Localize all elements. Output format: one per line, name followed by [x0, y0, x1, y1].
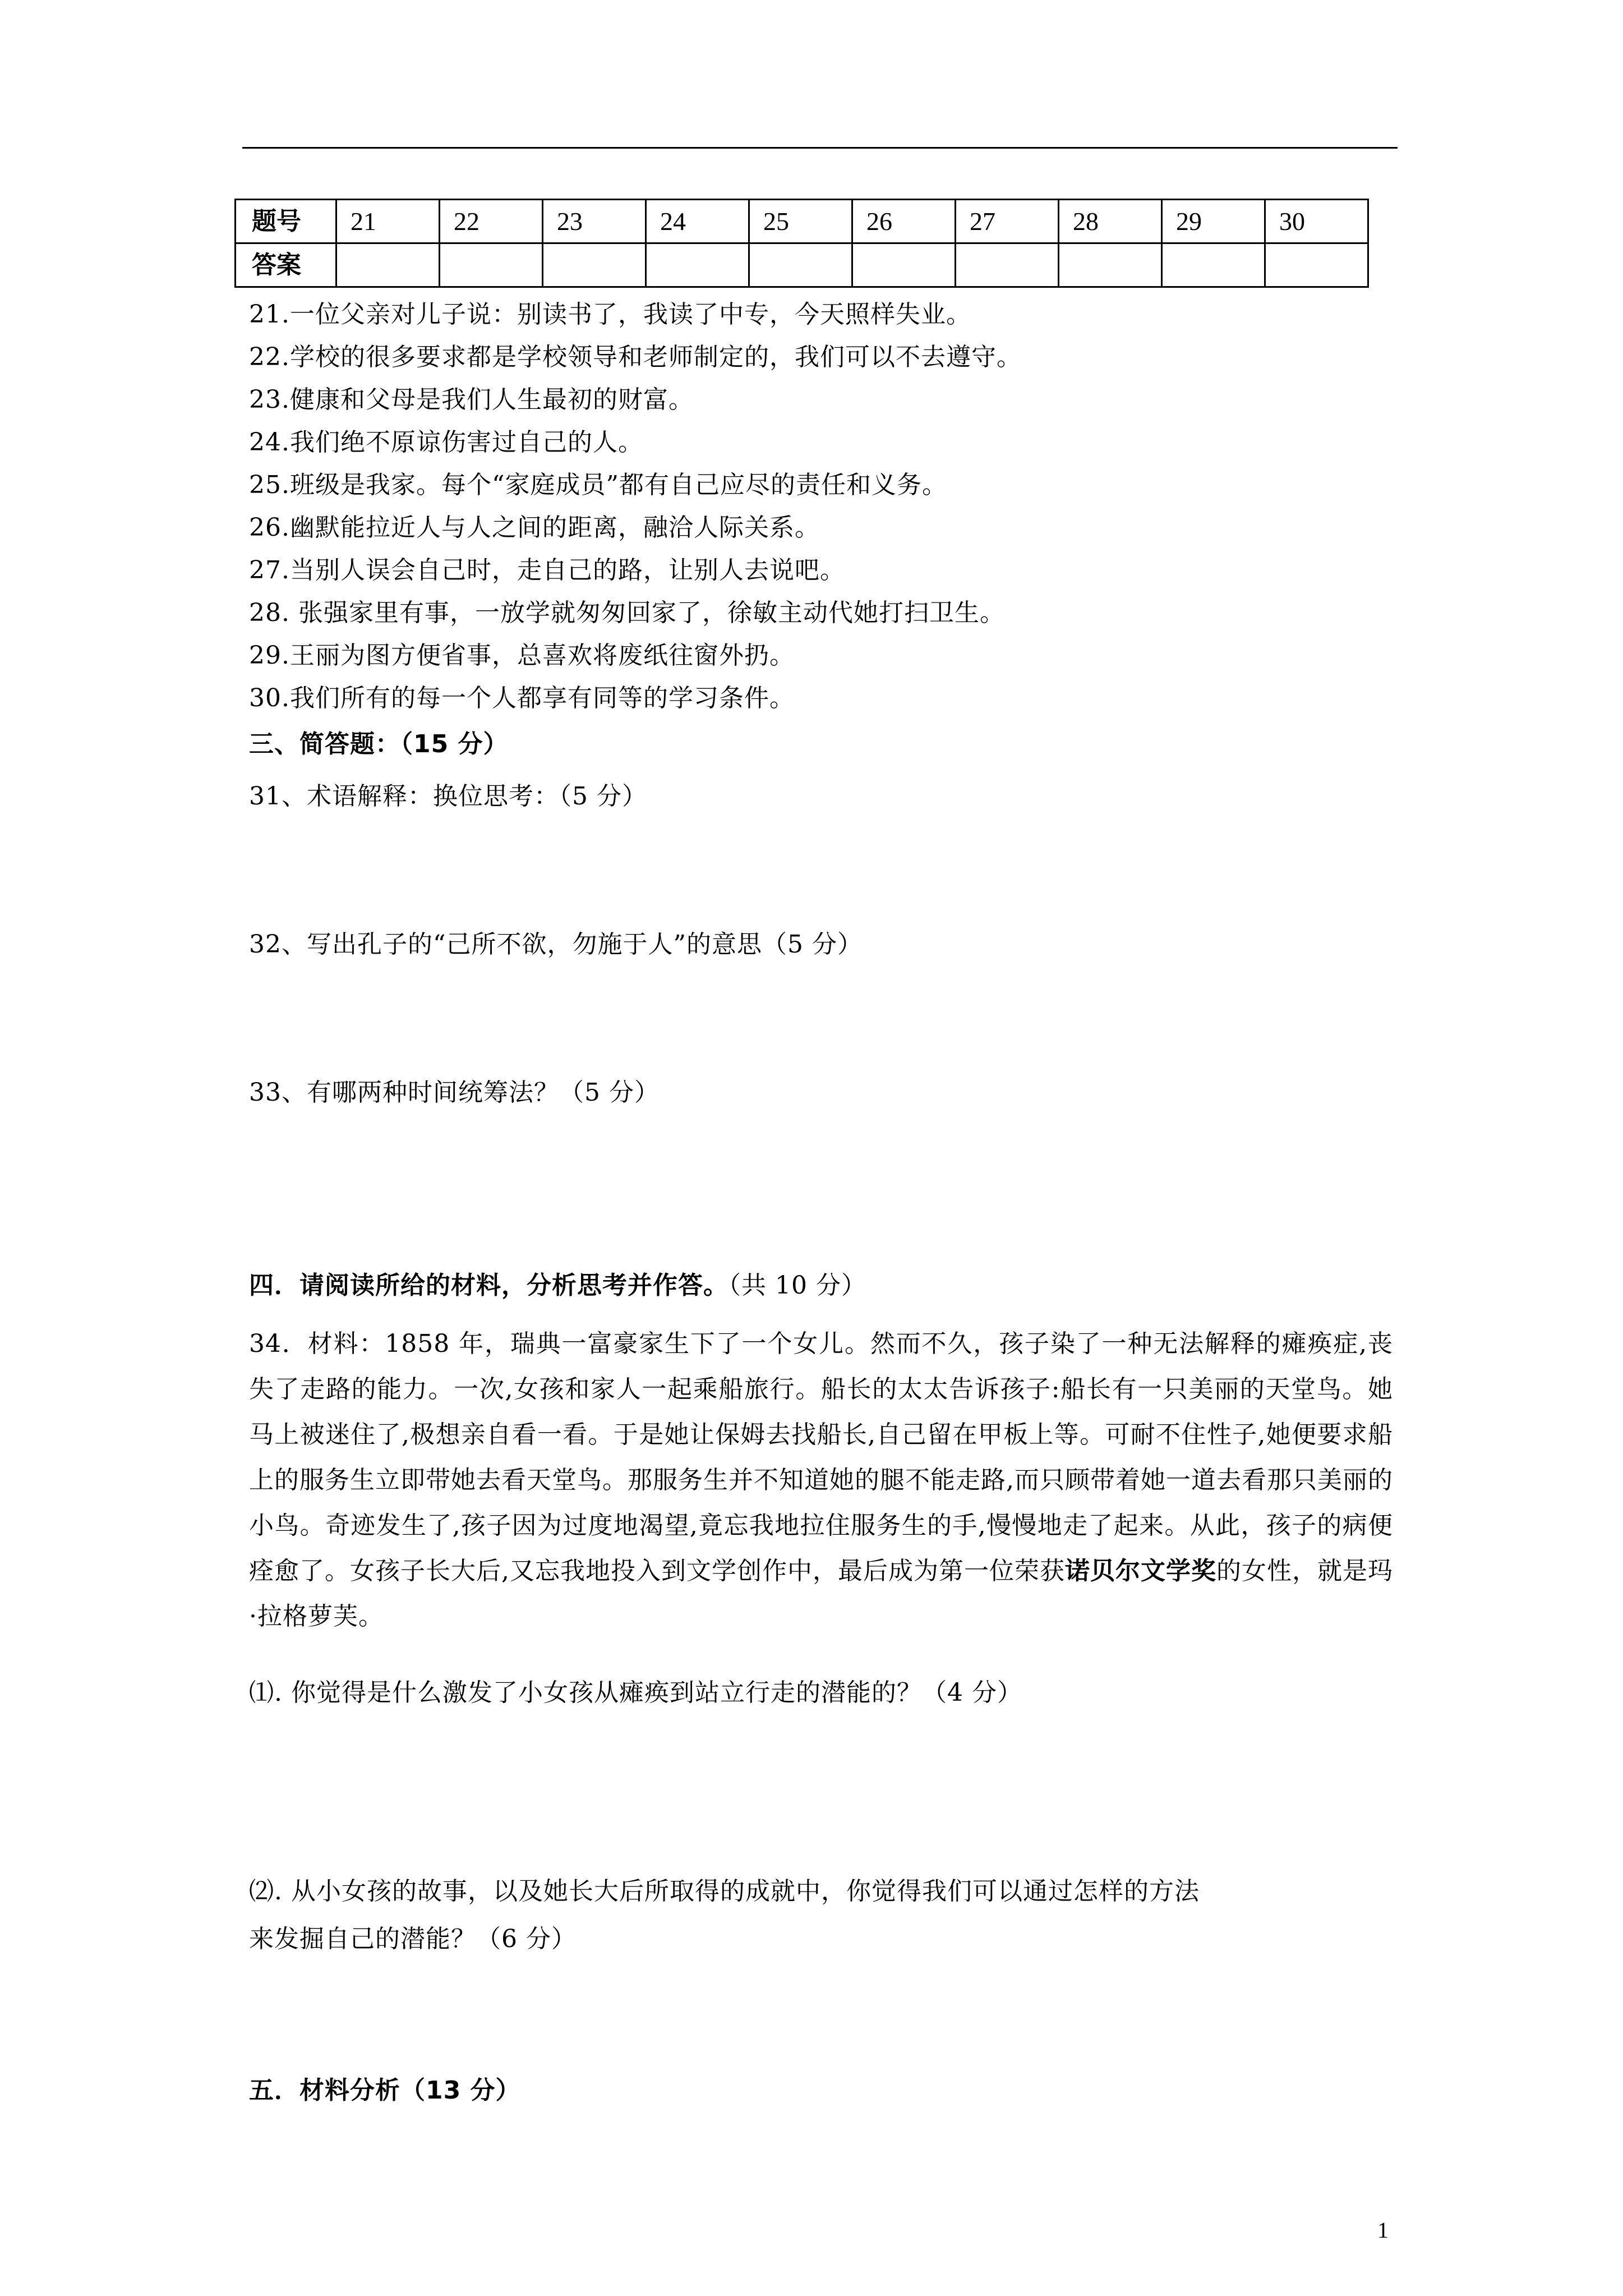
- statement-29: 29.王丽为图方便省事，总喜欢将废纸往窗外扔。: [249, 641, 795, 670]
- question-34-1: ⑴. 你觉得是什么激发了小女孩从瘫痪到站立行走的潜能的？（4 分）: [249, 1678, 1022, 1707]
- statement-28: 28. 张强家里有事，一放学就匆匆回家了，徐敏主动代她打扫卫生。: [249, 599, 1005, 627]
- question-number-cell: 29: [1162, 200, 1265, 243]
- answer-cell[interactable]: [956, 243, 1059, 287]
- question-number-cell: 30: [1265, 200, 1368, 243]
- answer-cell[interactable]: [1059, 243, 1162, 287]
- material-paragraph: [249, 1321, 1393, 1639]
- statement-26: 26.幽默能拉近人与人之间的距离，融洽人际关系。: [249, 513, 820, 542]
- statement-24: 24.我们绝不原谅伤害过自己的人。: [249, 428, 643, 457]
- statement-21: 21.一位父亲对儿子说：别读书了，我读了中专，今天照样失业。: [249, 300, 971, 329]
- answer-cell[interactable]: [1265, 243, 1368, 287]
- material-text-part2: 的女性，就是玛·拉格萝芙。: [249, 1557, 1394, 1631]
- question-34-2-line1: ⑵. 从小女孩的故事，以及她长大后所取得的成就中，你觉得我们可以通过怎样的方法: [249, 1877, 1200, 1906]
- section3-title: 三、简答题：（15 分）: [249, 730, 509, 758]
- answer-label: 答案: [236, 243, 336, 287]
- question-number-cell: 24: [646, 200, 749, 243]
- question-number-cell: 23: [543, 200, 646, 243]
- answer-row: [236, 243, 1368, 287]
- material-award: 诺贝尔文学奖: [1065, 1557, 1217, 1585]
- statement-23: 23.健康和父母是我们人生最初的财富。: [249, 385, 694, 414]
- section4-title-score: （共 10 分）: [728, 1271, 866, 1300]
- answer-cell[interactable]: [543, 243, 646, 287]
- answer-cell[interactable]: [646, 243, 749, 287]
- question-number-label: 题号: [236, 200, 336, 243]
- question-number-cell: 26: [852, 200, 956, 243]
- material-text-part1: 34．材料：1858 年，瑞典一富豪家生下了一个女儿。然而不久，孩子染了一种无法解释的瘫痪症,丧失了走路的能力。一次,女孩和家人一起乘船旅行。船长的太太告诉孩子:船长有一只美丽的天堂鸟。她马上被迷住了,极想亲自看一看。于是她让保姆去找船长,自己留在甲板上等。可耐不住性子,她便要求船上的服务生立即带她去看天堂鸟。那服务生并不知道她的腿不能走路,而只顾带着她一道去看那只美丽的小鸟。奇迹发生了,孩子因为过度地渴望,竟忘我地拉住服务生的手,慢慢地走了起来。从此，孩子的病便痊愈了。女孩子长大后,又忘我地投入到文学创作中，最后成为第一位荣获: [249, 1329, 1393, 1585]
- section4-title: [249, 1273, 866, 1298]
- answer-cell[interactable]: [440, 243, 543, 287]
- question-32: 32、写出孔子的“己所不欲，勿施于人”的意思（5 分）: [249, 930, 863, 959]
- statement-30: 30.我们所有的每一个人都享有同等的学习条件。: [249, 684, 795, 712]
- statement-27: 27.当别人误会自己时，走自己的路，让别人去说吧。: [249, 556, 845, 585]
- question-34-2-line2: 来发掘自己的潜能？（6 分）: [249, 1925, 577, 1953]
- section5-title-text: 五．材料分析（13 分）: [249, 2076, 521, 2105]
- question-number-cell: 25: [749, 200, 852, 243]
- section5-title: [249, 2078, 521, 2103]
- question-31: 31、术语解释：换位思考：（5 分）: [249, 782, 647, 811]
- answer-cell[interactable]: [336, 243, 440, 287]
- answer-cell[interactable]: [749, 243, 852, 287]
- question-number-cell: 21: [336, 200, 440, 243]
- question-number-row: [236, 200, 1368, 243]
- section4-title-main: 四．请阅读所给的材料，分析思考并作答。: [249, 1271, 728, 1300]
- question-number-cell: 22: [440, 200, 543, 243]
- statement-25: 25.班级是我家。每个“家庭成员”都有自己应尽的责任和义务。: [249, 471, 947, 499]
- question-33: 33、有哪两种时间统筹法？（5 分）: [249, 1078, 660, 1107]
- answer-table: [234, 199, 1369, 288]
- header-rule: [242, 147, 1398, 149]
- question-number-cell: 28: [1059, 200, 1162, 243]
- question-number-cell: 27: [956, 200, 1059, 243]
- answer-cell[interactable]: [852, 243, 956, 287]
- answer-cell[interactable]: [1162, 243, 1265, 287]
- statement-22: 22.学校的很多要求都是学校领导和老师制定的，我们可以不去遵守。: [249, 343, 1022, 371]
- page-number: 1: [1377, 2217, 1389, 2243]
